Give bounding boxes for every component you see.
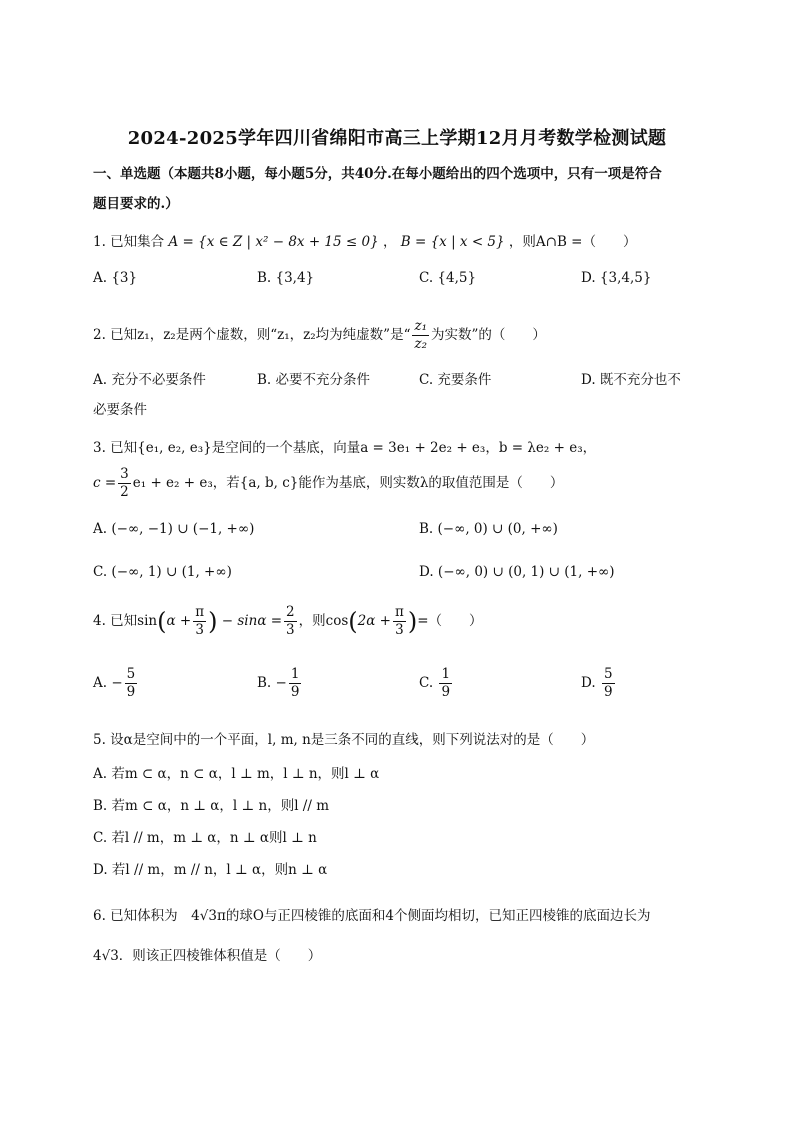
q4-two-thirds: $\frac{2}{3}$ bbox=[286, 604, 295, 638]
q4-two-alpha-plus: 2α + bbox=[357, 613, 391, 629]
q2-option-d-wrap: 必要条件 bbox=[93, 402, 147, 418]
q3-c-label: c = bbox=[93, 475, 117, 491]
q3-option-a: A. (−∞, −1) ∪ (−1, +∞) bbox=[93, 521, 255, 537]
q1-prefix: 1. 已知集合 bbox=[93, 234, 165, 250]
q3-line2-rest: e₁ + e₂ + e₃，若{a, b, c}能作为基底，则实数λ的取值范围是（ ） bbox=[132, 475, 564, 491]
q2-fraction: $\frac{\text{z₁}}{\text{z₂}}$ bbox=[414, 318, 428, 352]
q1-option-a: A. {3} bbox=[93, 270, 138, 286]
q4-stem-b: − sinα = bbox=[221, 613, 283, 629]
q3-option-b: B. (−∞, 0) ∪ (0, +∞) bbox=[419, 521, 558, 537]
q2-stem-a: 2. 已知z₁，z₂是两个虚数，则“z₁，z₂均为纯虚数”是“ bbox=[93, 327, 411, 343]
page-title: 2024-2025学年四川省绵阳市高三上学期12月月考数学检测试题 bbox=[127, 128, 667, 149]
q5-option-b: B. 若m ⊂ α，n ⊥ α，l ⊥ n，则l // m bbox=[93, 798, 329, 814]
q3-option-c: C. (−∞, 1) ∪ (1, +∞) bbox=[93, 564, 232, 580]
q2-option-c: C. 充要条件 bbox=[419, 372, 492, 388]
question-3-line2 bbox=[93, 466, 563, 501]
q1-option-b: B. {3,4} bbox=[257, 270, 315, 286]
q1-option-d: D. {3,4,5} bbox=[581, 270, 652, 286]
q4-pi-over-3-a: $\frac{\pi}{3}$ bbox=[195, 604, 205, 638]
q5-option-c: C. 若l // m，m ⊥ α，n ⊥ α则l ⊥ n bbox=[93, 830, 317, 846]
q3-fraction: $\frac{3}{2}$ bbox=[120, 466, 129, 500]
q2-stem-b: 为实数”的（ ） bbox=[431, 327, 546, 343]
question-1-stem: 1. 已知集合 A = {x ∈ Z | x² − 8x + 15 ≤ 0} ， B = {x | x < 5} ，则A∩B =（ ） bbox=[93, 234, 637, 250]
q1-set-b: B = {x | x < 5} bbox=[400, 234, 505, 250]
q2-option-d: D. 既不充分也不 bbox=[581, 372, 681, 388]
q4-stem-c: ，则cos bbox=[298, 613, 349, 629]
q4-option-b: B. − $\frac{1}{9}$ bbox=[257, 666, 300, 700]
q4-option-c: C. $\frac{1}{9}$ bbox=[419, 666, 451, 700]
question-4-stem: 4. 已知sin(α + $\frac{\pi}{3}$ ) − sinα = $\frac{2}{3}$ ，则cos(2α + $\frac{\pi}{3}$ )=（ ） bbox=[93, 604, 483, 638]
question-3-line1: 3. 已知{e₁, e₂, e₃}是空间的一个基底，向量a = 3e₁ + 2e₂ + e₃，b = λe₂ + e₃， bbox=[93, 440, 597, 456]
q4-stem-a: 4. 已知sin bbox=[93, 613, 158, 629]
q5-option-a: A. 若m ⊂ α，n ⊂ α，l ⊥ m，l ⊥ n，则l ⊥ α bbox=[93, 766, 380, 782]
question-5-stem: 5. 设α是空间中的一个平面，l, m, n是三条不同的直线，则下列说法对的是（ ） bbox=[93, 732, 595, 748]
q3-option-d: D. (−∞, 0) ∪ (0, 1) ∪ (1, +∞) bbox=[419, 564, 615, 580]
section-heading-line1: 一、单选题（本题共8小题，每小题5分，共40分.在每小题给出的四个选项中，只有一项是符合 bbox=[93, 166, 662, 182]
q4-pi-over-3-b: $\frac{\pi}{3}$ bbox=[394, 604, 404, 638]
q1-set-a: A = {x ∈ Z | x² − 8x + 15 ≤ 0} bbox=[168, 234, 379, 250]
q4-alpha-plus: α + bbox=[166, 613, 192, 629]
question-6-line1: 6. 已知体积为 4√3π的球O与正四棱锥的底面和4个侧面均相切，已知正四棱锥的底面边长为 bbox=[93, 908, 651, 924]
q1-option-c: C. {4,5} bbox=[419, 270, 477, 286]
q1-tail: ，则A∩B =（ ） bbox=[508, 234, 637, 250]
q4-option-a: A. − $\frac{5}{9}$ bbox=[93, 666, 136, 700]
q4-option-d: D. $\frac{5}{9}$ bbox=[581, 666, 613, 700]
q4-stem-d: =（ ） bbox=[417, 613, 483, 629]
q2-option-a: A. 充分不必要条件 bbox=[93, 372, 206, 388]
question-6-line2: 4√3．则该正四棱锥体积值是（ ） bbox=[93, 948, 322, 964]
question-2-stem bbox=[93, 318, 546, 353]
section-heading-line2: 题目要求的.） bbox=[93, 196, 179, 212]
q2-option-b: B. 必要不充分条件 bbox=[257, 372, 371, 388]
q5-option-d: D. 若l // m，m // n，l ⊥ α，则n ⊥ α bbox=[93, 862, 328, 878]
